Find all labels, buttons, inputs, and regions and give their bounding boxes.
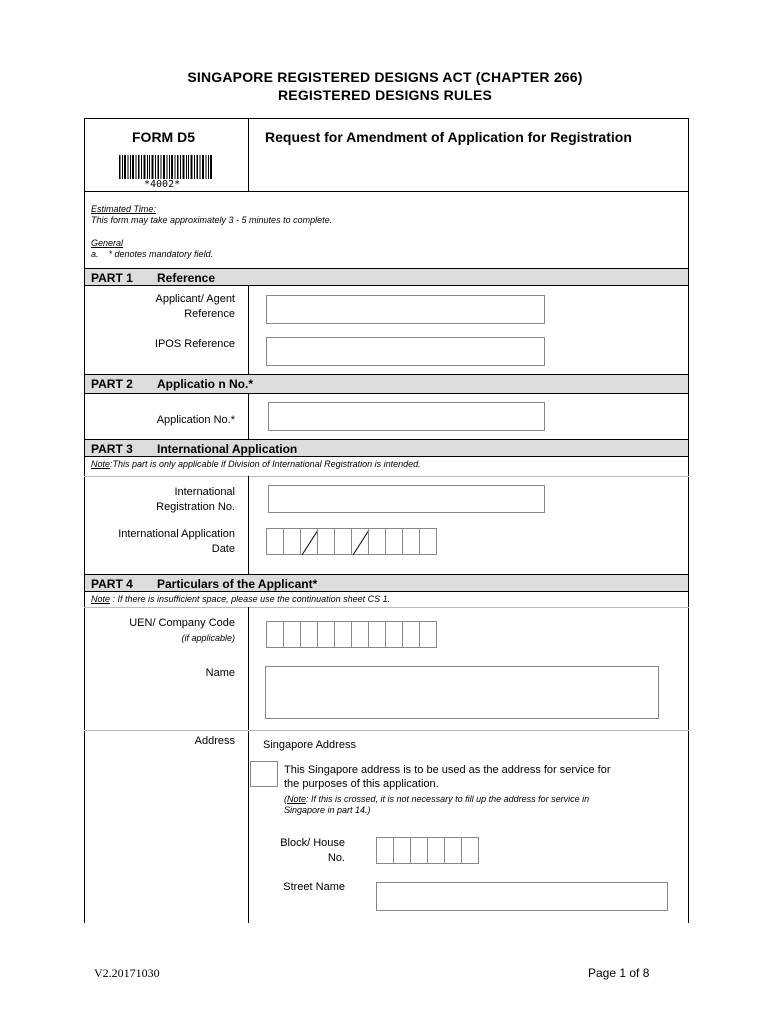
intl-date-label: International Application Date (118, 528, 235, 555)
part1-number: PART 1 (91, 271, 133, 285)
uen-input[interactable] (266, 621, 436, 648)
block-cell[interactable] (393, 837, 411, 864)
uen-cell[interactable] (385, 621, 403, 648)
form-code: FORM D5 (132, 129, 195, 145)
intl-date-input[interactable] (266, 528, 436, 555)
part4-title: Particulars of the Applicant* (157, 577, 318, 591)
ipos-ref-input[interactable] (266, 337, 545, 366)
street-label: Street Name (283, 881, 345, 893)
barcode-icon (119, 155, 213, 179)
street-input[interactable] (376, 882, 668, 911)
part1-divider (248, 286, 249, 374)
ipos-ref-label: IPOS Reference (154, 338, 235, 350)
estimated-time-text: This form may take approximately 3 - 5 minutes to complete. (91, 215, 333, 225)
block-input[interactable] (376, 837, 478, 864)
part2-divider (248, 394, 249, 439)
uen-cell[interactable] (300, 621, 318, 648)
sg-service-note: (Note: If this is crossed, it is not necessary to fill up the address for service in Singapore in part 14.) (284, 794, 590, 815)
applicant-ref-label: Applicant/ Agent Reference (155, 293, 235, 320)
block-cell[interactable] (427, 837, 445, 864)
general-item: a. * denotes mandatory field. (91, 249, 214, 259)
date-cell[interactable] (385, 528, 403, 555)
part1-title: Reference (157, 271, 216, 285)
uen-cell[interactable] (266, 621, 284, 648)
date-cell[interactable] (402, 528, 420, 555)
part3-note: Note:This part is only applicable if Division of International Registration is intended. (91, 459, 421, 469)
date-cell[interactable] (419, 528, 437, 555)
part4-header (85, 574, 688, 592)
app-no-input[interactable] (268, 402, 545, 431)
form-title: Request for Amendment of Application for Registration (265, 129, 632, 145)
block-cell[interactable] (410, 837, 428, 864)
app-no-label: Application No.* (156, 414, 235, 426)
address-label: Address (194, 735, 235, 747)
date-cell[interactable] (266, 528, 284, 555)
date-cell[interactable] (317, 528, 335, 555)
intl-reg-input[interactable] (268, 485, 545, 513)
sg-service-checkbox[interactable] (250, 761, 278, 787)
document-title: SINGAPORE REGISTERED DESIGNS ACT (CHAPTER 266) (187, 69, 583, 85)
part3-header (85, 439, 688, 457)
uen-cell[interactable] (317, 621, 335, 648)
uen-cell[interactable] (283, 621, 301, 648)
barcode-number: *4002* (144, 179, 181, 190)
part2-title: Applicatio n No.* (157, 377, 253, 391)
block-cell[interactable] (376, 837, 394, 864)
part4-number: PART 4 (91, 577, 133, 591)
part1-header (85, 268, 688, 286)
general-heading: General (91, 238, 124, 248)
uen-cell[interactable] (351, 621, 369, 648)
uen-cell[interactable] (402, 621, 420, 648)
version-label: V2.20171030 (94, 966, 160, 980)
block-cell[interactable] (444, 837, 462, 864)
sg-service-text: This Singapore address is to be used as the address for service for the purposes of this application. (284, 764, 611, 790)
block-label: Block/ House No. (280, 837, 345, 864)
uen-cell[interactable] (334, 621, 352, 648)
name-label: Name (205, 667, 235, 679)
part3-divider (248, 476, 249, 574)
uen-label: UEN/ Company Code (if applicable) (129, 617, 235, 643)
block-cell[interactable] (461, 837, 479, 864)
date-cell[interactable] (368, 528, 386, 555)
part2-header (85, 374, 688, 394)
part3-title: International Application (157, 442, 298, 456)
part3-number: PART 3 (91, 442, 133, 456)
date-cell[interactable] (334, 528, 352, 555)
estimated-time-heading: Estimated Time: (91, 204, 156, 214)
intl-reg-label: International Registration No. (156, 486, 235, 513)
sg-address-heading: Singapore Address (263, 739, 356, 751)
part4-divider (248, 607, 249, 923)
date-separator-cell (300, 528, 318, 555)
document-subtitle: REGISTERED DESIGNS RULES (277, 87, 493, 103)
page-number: Page 1 of 8 (588, 966, 650, 980)
date-cell[interactable] (283, 528, 301, 555)
part2-number: PART 2 (91, 377, 133, 391)
date-separator-cell (351, 528, 369, 555)
applicant-ref-input[interactable] (266, 295, 545, 324)
uen-cell[interactable] (419, 621, 437, 648)
name-row-divider (84, 730, 689, 731)
name-input[interactable] (265, 666, 659, 719)
uen-cell[interactable] (368, 621, 386, 648)
title-row-bottom (84, 191, 689, 192)
title-divider (248, 118, 249, 192)
part4-note: Note : If there is insufficient space, please use the continuation sheet CS 1. (91, 594, 391, 604)
part3-note-divider (84, 476, 689, 477)
part4-note-divider (84, 607, 689, 608)
